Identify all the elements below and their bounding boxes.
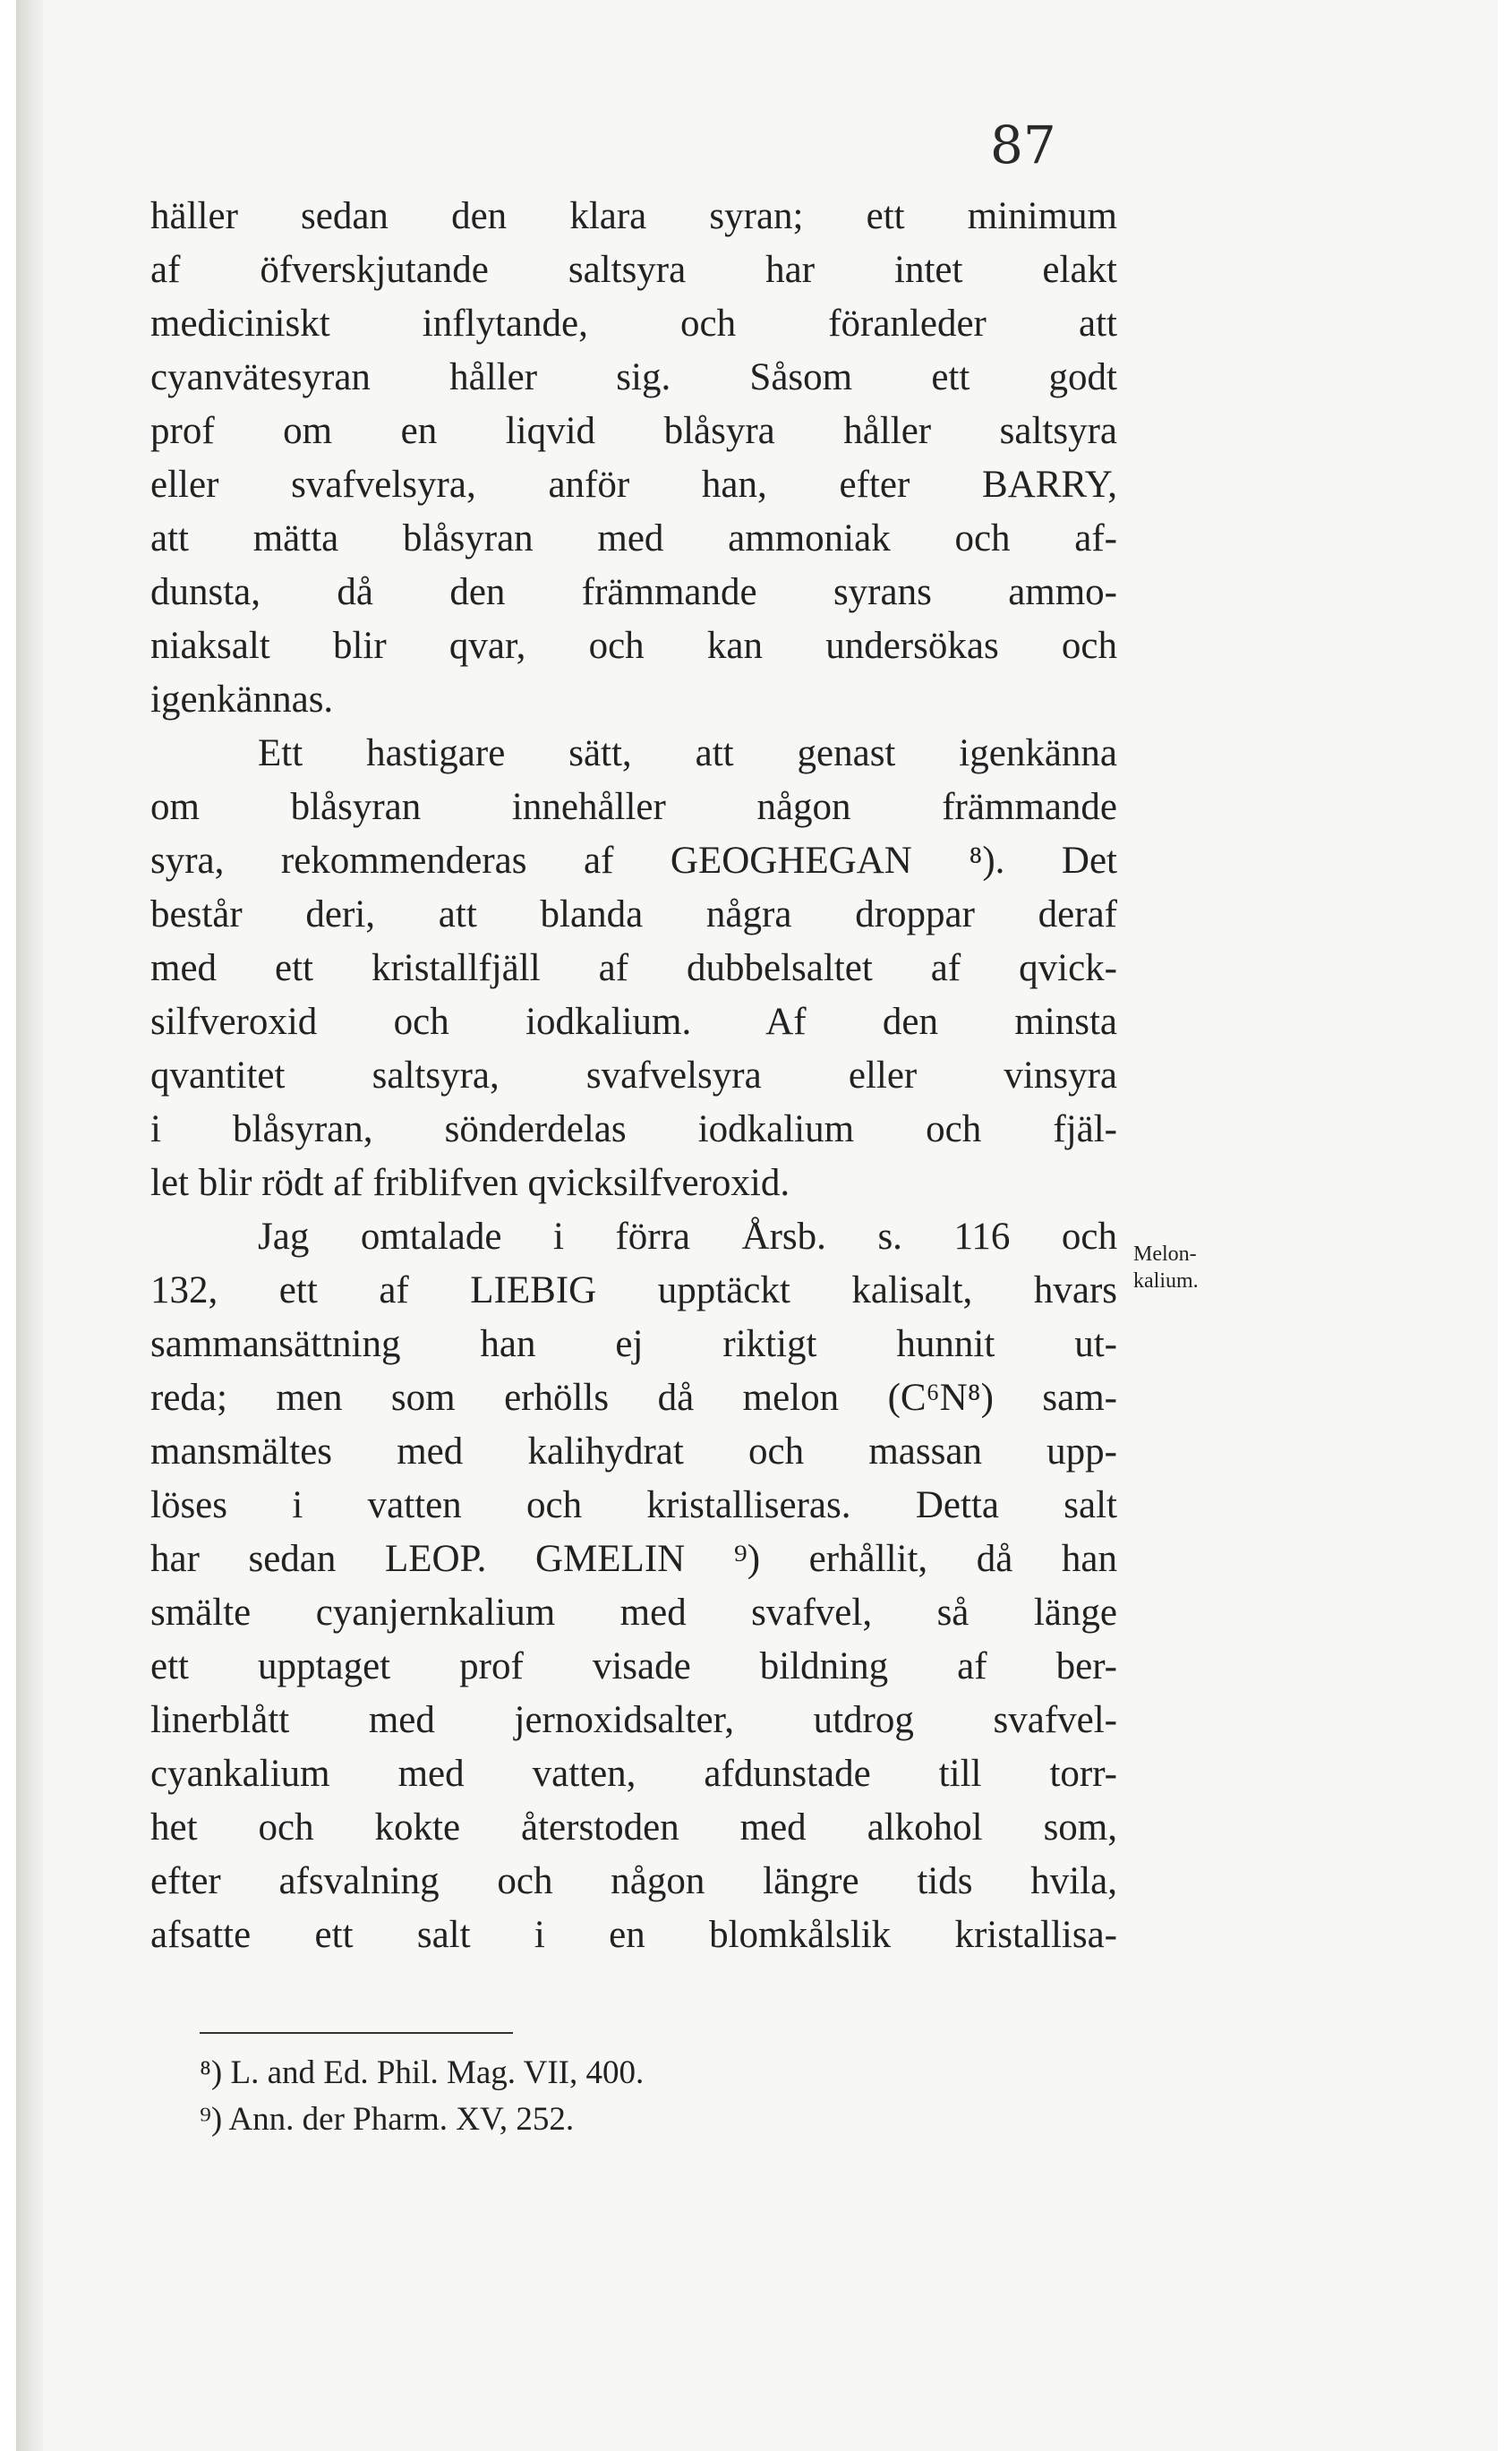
text-line: eller svafvelsyra, anför han, efter BARRY,	[150, 464, 1117, 506]
text-line: silfveroxid och iodkalium. Af den minsta	[150, 1001, 1117, 1043]
text-line: häller sedan den klara syran; ett minimum	[150, 195, 1117, 237]
text-line: består deri, att blanda några droppar deraf	[150, 893, 1117, 935]
text-line: prof om en liqvid blåsyra håller saltsyra	[150, 410, 1117, 452]
margin-note-line: Melon-	[1133, 1243, 1197, 1266]
footnote: ⁹) Ann. der Pharm. XV, 252.	[200, 2101, 575, 2138]
text-line: het och kokte återstoden med alkohol som,	[150, 1806, 1117, 1849]
text-line: cyankalium med vatten, afdunstade till torr-	[150, 1753, 1117, 1795]
text-line: i blåsyran, sönderdelas iodkalium och fjäl-	[150, 1108, 1117, 1150]
text-line: Ett hastigare sätt, att genast igenkänna	[258, 732, 1117, 774]
footnote-divider	[200, 2032, 513, 2034]
text-line: med ett kristallfjäll af dubbelsaltet af qvick-	[150, 947, 1117, 989]
text-line: om blåsyran innehåller någon främmande	[150, 786, 1117, 828]
text-line: efter afsvalning och någon längre tids hvila,	[150, 1860, 1117, 1902]
text-line: linerblått med jernoxidsalter, utdrog svafvel-	[150, 1699, 1117, 1741]
text-line: mansmältes med kalihydrat och massan upp-	[150, 1430, 1117, 1473]
text-line: reda; men som erhölls då melon (C⁶N⁸) sam-	[150, 1377, 1117, 1419]
text-line: smälte cyanjernkalium med svafvel, så länge	[150, 1592, 1117, 1634]
text-line: Jag omtalade i förra Årsb. s. 116 och	[258, 1216, 1117, 1258]
text-line: igenkännas.	[150, 679, 334, 721]
text-line: niaksalt blir qvar, och kan undersökas och	[150, 625, 1117, 667]
text-line: sammansättning han ej riktigt hunnit ut-	[150, 1323, 1117, 1365]
text-line: dunsta, då den främmande syrans ammo-	[150, 571, 1117, 613]
text-line: af öfverskjutande saltsyra har intet elakt	[150, 249, 1117, 291]
footnote: ⁸) L. and Ed. Phil. Mag. VII, 400.	[200, 2054, 645, 2091]
text-line: let blir rödt af friblifven qvicksilfveroxid.	[150, 1162, 790, 1204]
page-number: 87	[990, 115, 1056, 175]
text-line: cyanvätesyran håller sig. Såsom ett godt	[150, 356, 1117, 398]
text-line: 132, ett af LIEBIG upptäckt kalisalt, hvars	[150, 1269, 1117, 1311]
margin-note-line: kalium.	[1133, 1269, 1199, 1293]
text-line: afsatte ett salt i en blomkålslik kristallisa-	[150, 1914, 1117, 1956]
margin-note	[1133, 1241, 1199, 1294]
text-line: qvantitet saltsyra, svafvelsyra eller vinsyra	[150, 1055, 1117, 1097]
text-line: ett upptaget prof visade bildning af ber-	[150, 1645, 1117, 1687]
text-line: mediciniskt inflytande, och föranleder att	[150, 303, 1117, 345]
page-spine-shadow	[16, 0, 43, 2451]
book-page	[16, 0, 1498, 2451]
footnotes	[200, 2050, 644, 2143]
text-line: att mätta blåsyran med ammoniak och af-	[150, 517, 1117, 559]
text-line: syra, rekommenderas af GEOGHEGAN ⁸). Det	[150, 840, 1117, 882]
text-line: löses i vatten och kristalliseras. Detta salt	[150, 1484, 1117, 1526]
body-text	[150, 190, 1117, 1962]
text-line: har sedan LEOP. GMELIN ⁹) erhållit, då han	[150, 1538, 1117, 1580]
